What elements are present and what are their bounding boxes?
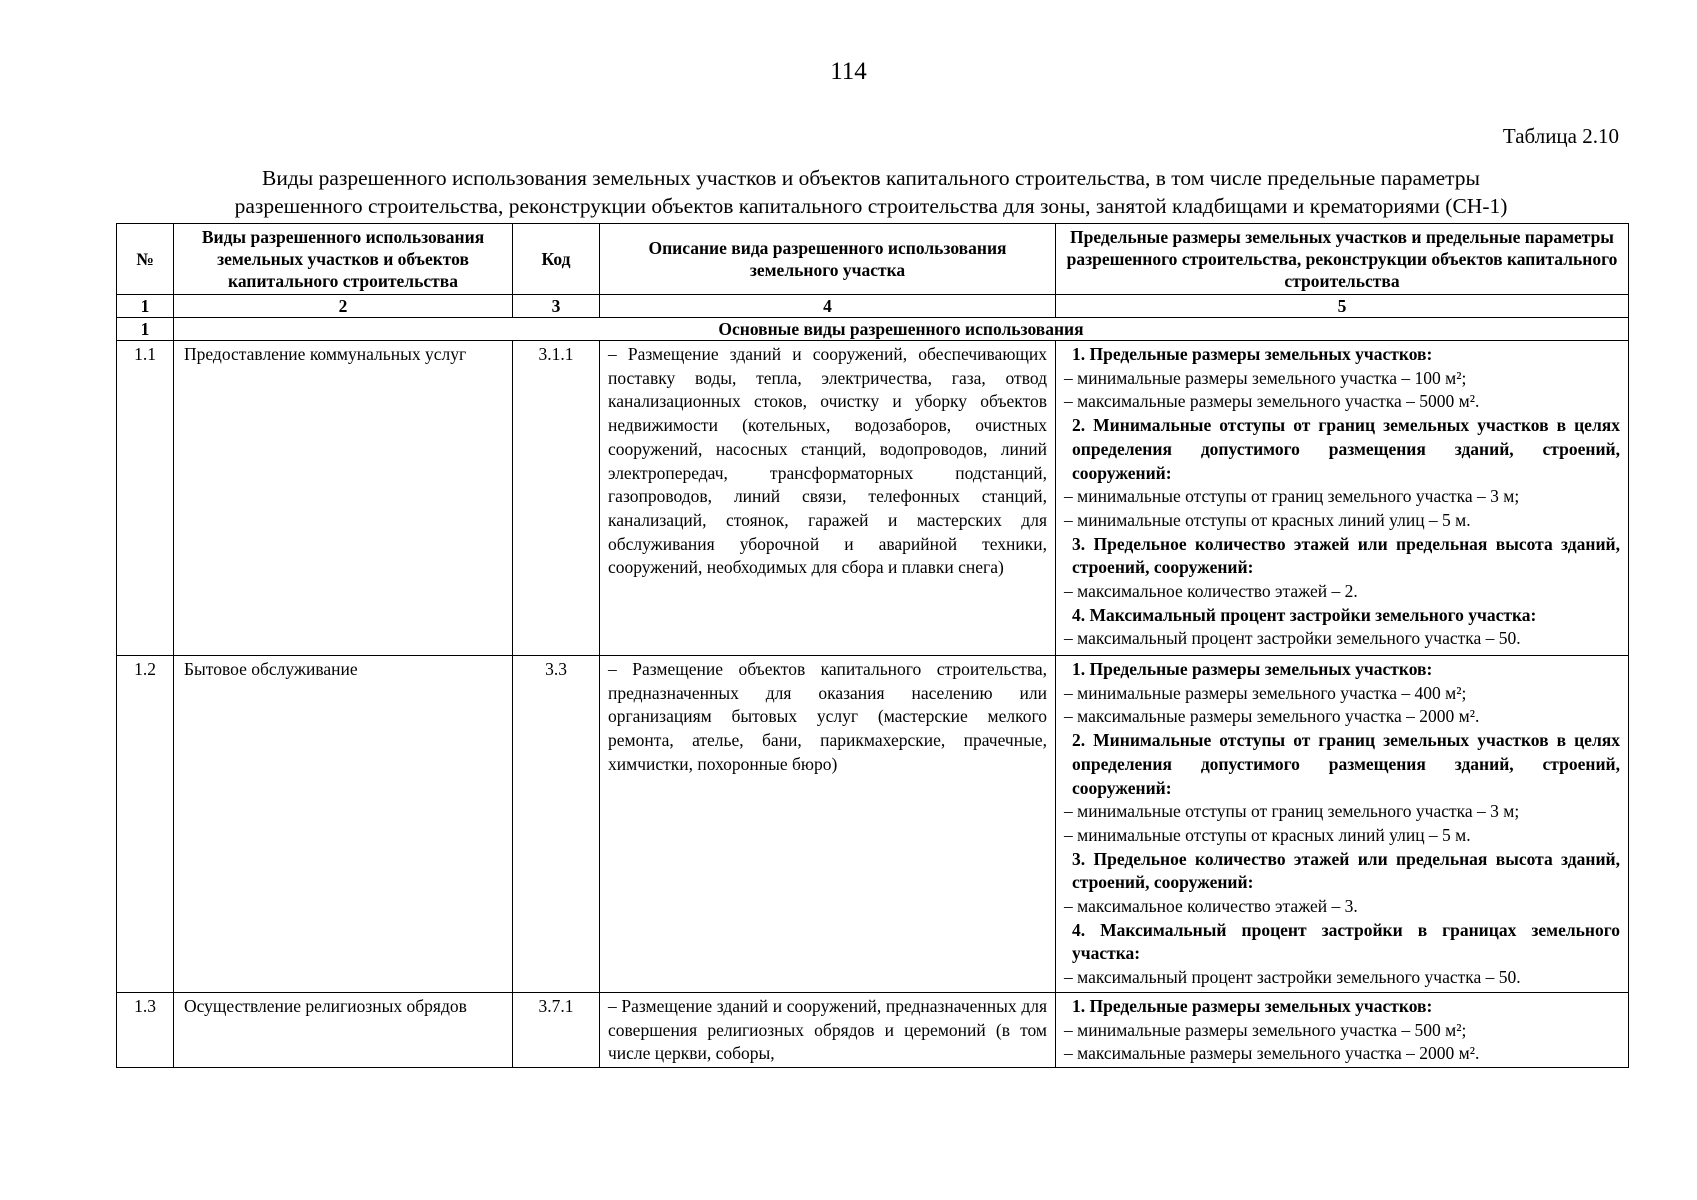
- row-parameters: [1056, 656, 1629, 993]
- caption-line: разрешенного строительства, реконструкции объектов капитального строительства для зоны, занятой кладбищами и крематориями (СН-1): [234, 194, 1508, 218]
- parameter-item: – максимальные размеры земельного участка – 2000 м².: [1064, 706, 1480, 727]
- parameter-item: – максимальное количество этажей – 3.: [1064, 896, 1358, 917]
- table-label: Таблица 2.10: [1502, 124, 1619, 148]
- column-number-row: [117, 295, 1629, 318]
- row-description: – Размещение зданий и сооружений, предназначенных для совершения религиозных обрядов и церемоний (в том числе церкви, соборы,: [600, 993, 1056, 1068]
- section-title: Основные виды разрешенного использования: [174, 318, 1629, 341]
- row-code: 3.1.1: [513, 341, 600, 656]
- parameter-heading: 1. Предельные размеры земельных участков:: [1072, 659, 1433, 679]
- row-number: 1.1: [117, 341, 174, 656]
- column-number: 1: [117, 295, 174, 318]
- row-use-type: Осуществление религиозных обрядов: [174, 993, 513, 1068]
- row-parameters: [1056, 341, 1629, 656]
- table-row: [117, 993, 1629, 1068]
- parameter-item: – максимальное количество этажей – 2.: [1064, 581, 1358, 602]
- table-row: [117, 656, 1629, 993]
- section-number: 1: [117, 318, 174, 341]
- row-use-type: Предоставление коммунальных услуг: [174, 341, 513, 656]
- parameter-item: – максимальные размеры земельного участка – 5000 м².: [1064, 391, 1480, 412]
- parameter-heading: 4. Максимальный процент застройки земельного участка:: [1072, 604, 1537, 625]
- row-number: 1.2: [117, 656, 174, 993]
- header-number: №: [117, 224, 174, 295]
- parameter-heading: 4. Максимальный процент застройки в границах земельного участка:: [1072, 919, 1620, 964]
- column-number: 5: [1056, 295, 1629, 318]
- column-number: 3: [513, 295, 600, 318]
- table-row: [117, 341, 1629, 656]
- parameter-item: – минимальные отступы от красных линий улиц – 5 м.: [1064, 824, 1471, 845]
- land-use-table: [116, 223, 1629, 1068]
- row-code: 3.7.1: [513, 993, 600, 1068]
- row-parameters: [1056, 993, 1629, 1068]
- parameter-heading: 2. Минимальные отступы от границ земельных участков в целях определения допустимого размещения зданий, строений, сооружений:: [1072, 730, 1620, 798]
- parameter-item: – минимальные отступы от красных линий улиц – 5 м.: [1064, 509, 1471, 530]
- header-row: [117, 224, 1629, 295]
- parameter-heading: 1. Предельные размеры земельных участков:: [1072, 996, 1433, 1016]
- row-number: 1.3: [117, 993, 174, 1068]
- parameter-item: – минимальные размеры земельного участка – 500 м²;: [1064, 1019, 1467, 1040]
- parameter-item: – минимальные отступы от границ земельного участка – 3 м;: [1064, 801, 1520, 822]
- row-description: – Размещение объектов капитального строительства, предназначенных для оказания населению или организациям бытовых услуг (мастерские мелкого ремонта, ателье, бани, парикмахерские, прачечные, химчистки, похоронные бюро): [600, 656, 1056, 993]
- row-description: – Размещение зданий и сооружений, обеспечивающих поставку воды, тепла, электричества, газа, отвод канализационных стоков, очистку и уборку объектов недвижимости (котельных, водозаборов, очистных сооружений, насосных станций, водопроводов, линий электропередач, трансформаторных подстанций, газопроводов, линий связи, телефонных станций, канализаций, стоянок, гаражей и мастерских для обслуживания уборочной и аварийной техники, сооружений, необходимых для сбора и плавки снега): [600, 341, 1056, 656]
- parameter-heading: 3. Предельное количество этажей или предельная высота зданий, строений, сооружений:: [1072, 533, 1620, 578]
- parameter-item: – минимальные отступы от границ земельного участка – 3 м;: [1064, 486, 1520, 507]
- row-code: 3.3: [513, 656, 600, 993]
- parameter-item: – минимальные размеры земельного участка – 400 м²;: [1064, 682, 1467, 703]
- row-use-type: Бытовое обслуживание: [174, 656, 513, 993]
- parameter-heading: 1. Предельные размеры земельных участков:: [1072, 344, 1433, 364]
- column-number: 4: [600, 295, 1056, 318]
- caption-line: Виды разрешенного использования земельных участков и объектов капитального строительства, в том числе предельные параметры: [262, 166, 1480, 190]
- page-number: 114: [830, 58, 867, 85]
- header-code: Код: [513, 224, 600, 295]
- parameter-item: – максимальный процент застройки земельного участка – 50.: [1064, 967, 1521, 988]
- header-description: Описание вида разрешенного использования земельного участка: [600, 224, 1056, 295]
- parameter-item: – максимальный процент застройки земельного участка – 50.: [1064, 628, 1521, 649]
- parameter-heading: 2. Минимальные отступы от границ земельных участков в целях определения допустимого размещения зданий, строений, сооружений:: [1072, 415, 1620, 483]
- section-row: [117, 318, 1629, 341]
- parameter-item: – минимальные размеры земельного участка – 100 м²;: [1064, 367, 1467, 388]
- header-use-type: Виды разрешенного использования земельных участков и объектов капитального строительства: [174, 224, 513, 295]
- parameter-heading: 3. Предельное количество этажей или предельная высота зданий, строений, сооружений:: [1072, 848, 1620, 893]
- parameter-item: – максимальные размеры земельного участка – 2000 м².: [1064, 1043, 1480, 1064]
- table-caption: [116, 164, 1626, 220]
- column-number: 2: [174, 295, 513, 318]
- header-parameters: Предельные размеры земельных участков и предельные параметры разрешенного строительства, реконструкции объектов капитального строительства: [1056, 224, 1629, 295]
